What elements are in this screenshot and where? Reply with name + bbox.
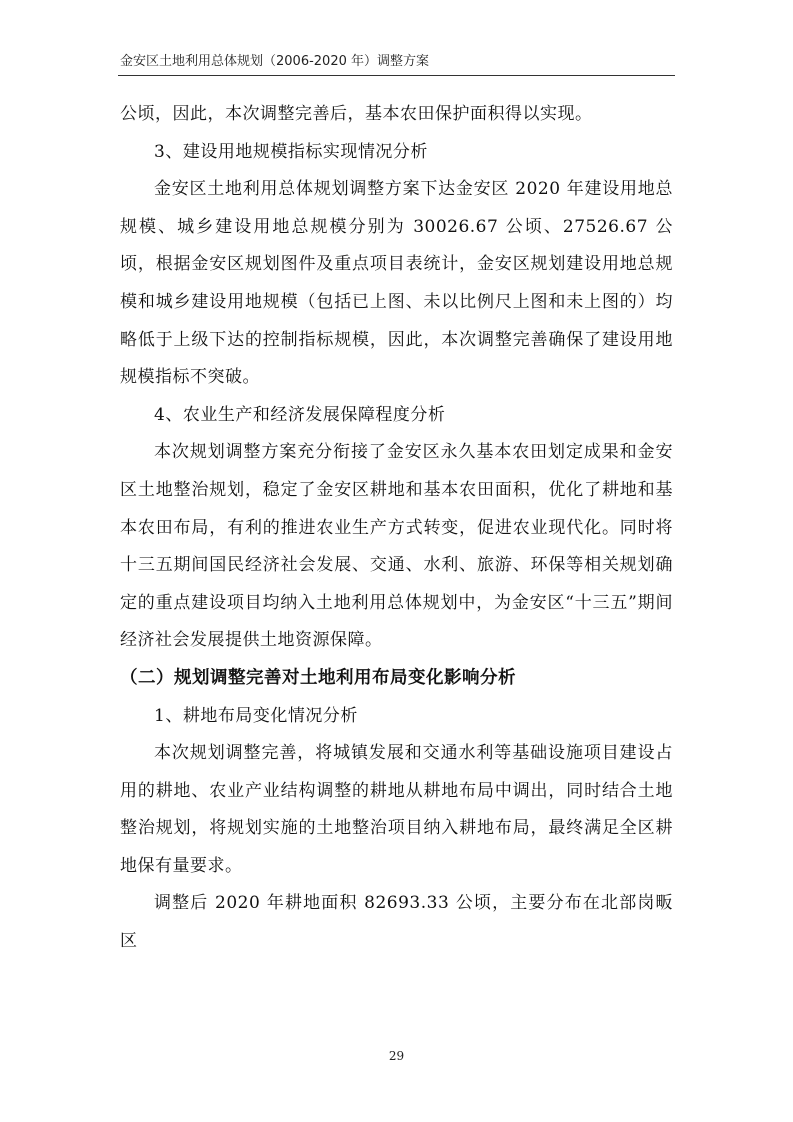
header-divider	[118, 75, 675, 76]
subheading-agriculture-economy: 4、农业生产和经济发展保障程度分析	[154, 404, 446, 425]
page-number: 29	[388, 1049, 405, 1063]
running-header: 金安区土地利用总体规划（2006-2020 年）调整方案	[120, 54, 429, 69]
paragraph-cultivated-area: 调整后 2020 年耕地面积 82693.33 公顷，主要分布在北部岗畈区	[120, 893, 673, 952]
paragraph-construction-land: 金安区土地利用总体规划调整方案下达金安区 2020 年建设用地总规模、城乡建设用地总规模分别为 30026.67 公顷、27526.67 公顷，根据金安区规划图件及重点项目表统计，金安区规划建设用地总规模和城乡建设用地规模（包括已上图、未以比例尺上图和未上图的）均略低于上级下达的控制指标规模，因此，本次调整完善确保了建设用地规模指标不突破。	[120, 179, 673, 388]
subheading-cultivated-land-layout: 1、耕地布局变化情况分析	[154, 705, 358, 726]
paragraph-agriculture-economy: 本次规划调整方案充分衔接了金安区永久基本农田划定成果和金安区土地整治规划，稳定了金安区耕地和基本农田面积，优化了耕地和基本农田布局，有利的推进农业生产方式转变，促进农业现代化。同时将十三五期间国民经济社会发展、交通、水利、旅游、环保等相关规划确定的重点建设项目均纳入土地利用总体规划中，为金安区“十三五”期间经济社会发展提供土地资源保障。	[120, 442, 673, 651]
paragraph-cultivated-land-layout: 本次规划调整完善，将城镇发展和交通水利等基础设施项目建设占用的耕地、农业产业结构调整的耕地从耕地布局中调出，同时结合土地整治规划，将规划实施的土地整治项目纳入耕地布局，最终满足全区耕地保有量要求。	[120, 743, 673, 876]
section-heading-layout-impact: （二）规划调整完善对土地利用布局变化影响分析	[120, 667, 516, 688]
subheading-construction-land: 3、建设用地规模指标实现情况分析	[154, 141, 428, 162]
paragraph-continuation: 公顷，因此，本次调整完善后，基本农田保护面积得以实现。	[120, 104, 593, 124]
document-body	[120, 96, 673, 961]
